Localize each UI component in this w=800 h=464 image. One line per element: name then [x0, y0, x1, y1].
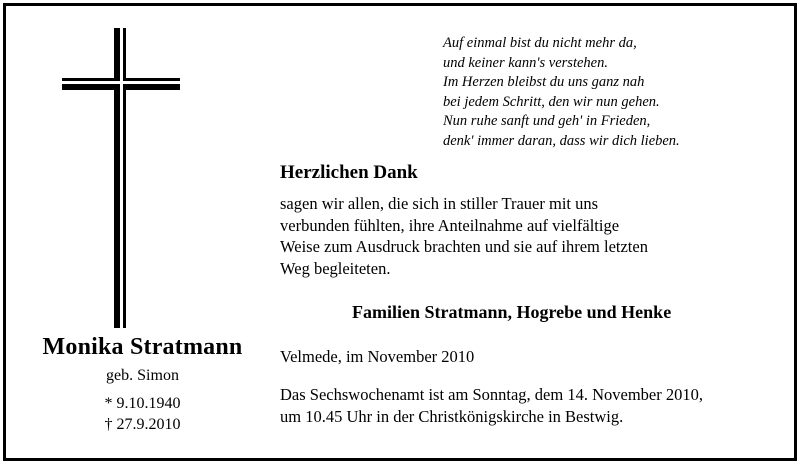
service-notice: [280, 384, 703, 427]
thanks-text: [280, 193, 648, 279]
thanks-line: Weg begleiteten.: [280, 258, 391, 278]
thanks-line: Weise zum Ausdruck brachten und sie auf ihrem letzten: [280, 237, 648, 256]
poem-line: Auf einmal bist du nicht mehr da,: [443, 35, 637, 51]
families-signature: Familien Stratmann, Hogrebe und Henke: [352, 302, 672, 322]
death-date: † 27.9.2010: [104, 416, 181, 433]
thanks-line: verbunden fühlten, ihre Anteilnahme auf vielfältige: [280, 215, 620, 235]
birth-name: geb. Simon: [106, 367, 179, 384]
poem-line: und keiner kann's verstehen.: [443, 54, 608, 71]
thanks-line: sagen wir allen, die sich in stiller Trauer mit uns: [280, 194, 599, 213]
cross-icon: [62, 28, 180, 328]
life-dates: [20, 393, 265, 435]
birth-date: * 9.10.1940: [104, 395, 181, 412]
poem-line: denk' immer daran, dass wir dich lieben.: [443, 132, 680, 149]
notice-line: Das Sechswochenamt ist am Sonntag, dem 14. November 2010,: [280, 385, 703, 404]
place-and-date: Velmede, im November 2010: [280, 347, 475, 366]
poem: [443, 34, 680, 152]
poem-line: bei jedem Schritt, den wir nun gehen.: [443, 93, 660, 110]
deceased-name: Monika Stratmann: [42, 334, 243, 360]
poem-line: Im Herzen bleibst du uns ganz nah: [443, 74, 645, 91]
notice-line: um 10.45 Uhr in der Christkönigskirche in Bestwig.: [280, 406, 624, 426]
poem-line: Nun ruhe sanft und geh' in Frieden,: [443, 113, 651, 130]
thanks-heading: Herzlichen Dank: [280, 162, 418, 183]
